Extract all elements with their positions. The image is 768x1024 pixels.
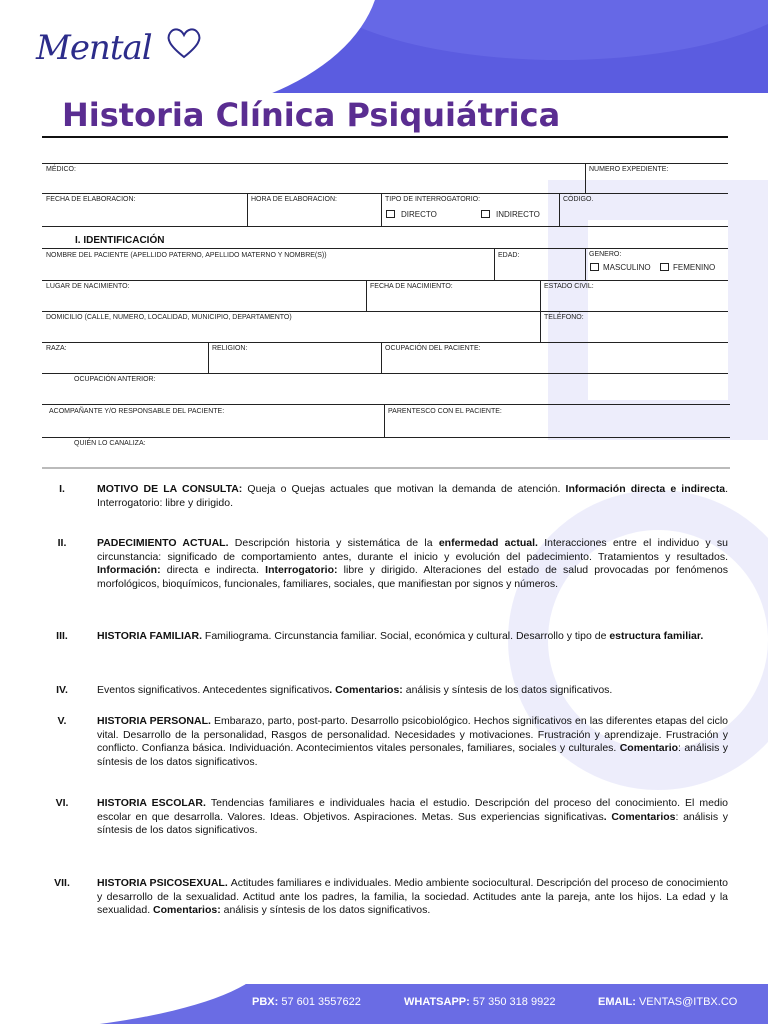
section-bold-text: Interrogatorio: xyxy=(265,564,344,577)
identificacion-heading: I. IDENTIFICACIÓN xyxy=(75,235,165,246)
domicilio-field[interactable]: DOMICILIO (CALLE, NUMERO, LOCALIDAD, MUNICIPIO, DEPARTAMENTO) xyxy=(46,314,292,321)
pbx-label: PBX: xyxy=(252,996,279,1008)
history-section xyxy=(42,877,728,918)
section-plain-text: Descripción historia y sistemática de la xyxy=(234,537,439,549)
history-section xyxy=(42,630,728,644)
section-bold-text: HISTORIA ESCOLAR. xyxy=(97,797,211,809)
email-address[interactable]: VENTAS@ITBX.CO xyxy=(635,996,738,1008)
title-underline xyxy=(42,136,728,138)
fecha-elaboracion-field[interactable]: FECHA DE ELABORACION: xyxy=(46,196,136,203)
section-bold-text: enfermedad actual. xyxy=(438,537,545,549)
checkbox-icon[interactable] xyxy=(481,210,490,218)
section-plain-text: análisis y síntesis de los datos significativos. xyxy=(405,684,613,696)
section-number: IV. xyxy=(56,684,68,696)
footer-whatsapp xyxy=(404,996,555,1008)
section-bold-text: HISTORIA FAMILIAR. xyxy=(97,630,205,642)
directo-label: DIRECTO xyxy=(401,210,437,219)
section-text xyxy=(97,877,728,918)
estado-civil-field[interactable]: ESTADO CIVIL: xyxy=(544,283,594,290)
history-section xyxy=(42,483,728,510)
section-bold-text: HISTORIA PSICOSEXUAL. xyxy=(97,877,231,889)
section-plain-text: Tendencias familiares e individuales hacia el estudio. Descripción del proceso del conocimiento. El medio escolar en que desarrolla. Valores. Ideas. Objetivos. Aspiraciones. Metas. Sus experiencias significativas xyxy=(97,797,728,823)
section-number: V. xyxy=(57,715,67,727)
form-rule xyxy=(42,404,730,405)
nombre-paciente-field[interactable]: NOMBRE DEL PACIENTE (APELLIDO PATERNO, APELLIDO MATERNO Y NOMBRE(S)) xyxy=(46,252,327,259)
tipo-interrogatorio-label: TIPO DE INTERROGATORIO: xyxy=(385,196,481,203)
section-plain-text: Actitudes familiares e individuales. Medio ambiente sociocultural. Descripción del proceso de conocimiento y desarrollo de la sexualidad. Actitud ante los padres, la familia, la sociedad. Actitudes ante la pareja, ante los hijos. La edad y la sexualidad. xyxy=(97,877,728,917)
page-title: Historia Clínica Psiquiátrica xyxy=(62,96,561,134)
acompanante-field[interactable]: ACOMPAÑANTE Y/O RESPONSABLE DEL PACIENTE: xyxy=(49,408,225,415)
history-section xyxy=(42,684,728,698)
section-text xyxy=(97,797,728,838)
section-number: VII. xyxy=(54,877,70,889)
ocupacion-anterior-field[interactable]: OCUPACIÓN ANTERIOR: xyxy=(74,376,156,383)
section-bold-text: Información: xyxy=(97,564,167,577)
section-number: I. xyxy=(59,483,65,495)
email-label: EMAIL: xyxy=(598,996,636,1008)
edad-field[interactable]: EDAD: xyxy=(498,252,520,259)
ocupacion-paciente-field[interactable]: OCUPACIÓN DEL PACIENTE: xyxy=(385,345,481,352)
section-text xyxy=(97,715,728,769)
numero-expediente-field[interactable]: NUMERO EXPEDIENTE: xyxy=(589,166,669,173)
section-text xyxy=(97,537,728,591)
checkbox-icon[interactable] xyxy=(590,263,599,271)
indirecto-label: INDIRECTO xyxy=(496,210,540,219)
directo-checkbox[interactable] xyxy=(386,210,437,219)
pbx-number: 57 601 3557622 xyxy=(278,996,361,1008)
history-section xyxy=(42,537,728,591)
section-number: VI. xyxy=(55,797,69,809)
section-plain-text: Embarazo, parto, post-parto. Desarrollo psicobiológico. Hechos significativos en las diferentes etapas del ciclo vital. Desarrollo de la personalidad, Rasgos de personalidad. Necesidades y motivaciones. Frustración y aprendizaje. Frustración y conflicto. Confianza básica. Individuación. Acontecimientos vitales personales, familiares, sociales y culturales. xyxy=(97,715,728,755)
section-bold-text: Información directa e indirecta xyxy=(565,483,726,495)
section-number: III. xyxy=(56,630,68,642)
fecha-nacimiento-field[interactable]: FECHA DE NACIMIENTO: xyxy=(370,283,453,290)
section-bold-text: Comentario xyxy=(619,742,679,755)
section-number: II. xyxy=(57,537,67,549)
hora-elaboracion-field[interactable]: HORA DE ELABORACION: xyxy=(251,196,337,203)
religion-field[interactable]: RELIGION: xyxy=(212,345,248,352)
section-bold-text: PADECIMIENTO ACTUAL. xyxy=(97,537,235,549)
section-bold-text: . Comentarios xyxy=(603,810,676,823)
parentesco-field[interactable]: PARENTESCO CON EL PACIENTE: xyxy=(388,408,502,415)
medico-field[interactable]: MÉDICO: xyxy=(46,166,76,173)
indirecto-checkbox[interactable] xyxy=(481,210,540,219)
footer-curve xyxy=(0,984,270,1024)
masculino-label: MASCULINO xyxy=(603,263,651,272)
section-plain-text: : análisis y síntesis de los datos significativos. xyxy=(97,742,728,768)
section-plain-text: libre y dirigido. Alteraciones del estado de salud provocadas por fenómenos morfológicos, bioquímicos, funcionales, familiares, sociales, que manifiestan por signos y números. xyxy=(97,564,729,590)
genero-label: GENERO: xyxy=(589,251,622,258)
section-plain-text: análisis y síntesis de los datos significativos. xyxy=(223,904,431,917)
codigo-field[interactable]: CÓDIGO. xyxy=(563,196,594,203)
femenino-checkbox[interactable] xyxy=(660,263,715,272)
quien-canaliza-field[interactable]: QUIÉN LO CANALIZA: xyxy=(74,440,146,447)
logo-care-text: CARE xyxy=(153,25,277,71)
history-section xyxy=(42,797,728,838)
section-bold-text: . Comentarios: xyxy=(329,684,406,696)
mentalcare-logo xyxy=(36,18,276,78)
telefono-field[interactable]: TELÉFONO: xyxy=(544,314,584,321)
section-bold-text: MOTIVO DE LA CONSULTA: xyxy=(97,483,248,495)
section-bold-text: Comentarios: xyxy=(153,904,224,917)
footer-email[interactable] xyxy=(598,996,737,1008)
section-plain-text: Familiograma. Circunstancia familiar. Social, económica y cultural. Desarrollo y tipo de xyxy=(204,630,610,642)
raza-field[interactable]: RAZA: xyxy=(46,345,67,352)
section-plain-text: : análisis y síntesis de los datos significativos. xyxy=(97,810,728,837)
checkbox-icon[interactable] xyxy=(660,263,669,271)
section-text xyxy=(97,483,728,510)
whatsapp-label: WHATSAPP: xyxy=(404,996,470,1008)
section-plain-text: directa e indirecta. xyxy=(166,564,266,577)
footer-pbx xyxy=(252,996,361,1008)
section-plain-text: Queja o Quejas actuales que motivan la demanda de atención. xyxy=(247,483,566,495)
history-section xyxy=(42,715,728,769)
section-plain-text: Interacciones entre el individuo y su circunstancia: significado de comportamiento antes, durante el inicio y evolución del padecimiento. Tratamientos y resultados. xyxy=(97,537,728,563)
section-divider xyxy=(42,467,730,469)
form-rule xyxy=(42,226,728,227)
section-bold-text: estructura familiar. xyxy=(609,630,704,642)
whatsapp-number: 57 350 318 9922 xyxy=(469,996,556,1008)
section-bold-text: HISTORIA PERSONAL. xyxy=(97,715,214,727)
section-plain-text: . Interrogatorio: libre y dirigido. xyxy=(97,483,728,509)
femenino-label: FEMENINO xyxy=(673,263,716,272)
logo-script-text: Mental xyxy=(36,28,152,68)
masculino-checkbox[interactable] xyxy=(590,263,651,272)
section-text xyxy=(97,684,728,698)
section-plain-text: Eventos significativos. Antecedentes significativos xyxy=(97,684,330,696)
heart-icon xyxy=(164,24,204,60)
checkbox-icon[interactable] xyxy=(386,210,395,218)
section-text xyxy=(97,630,728,644)
lugar-nacimiento-field[interactable]: LUGAR DE NACIMIENTO: xyxy=(46,283,130,290)
